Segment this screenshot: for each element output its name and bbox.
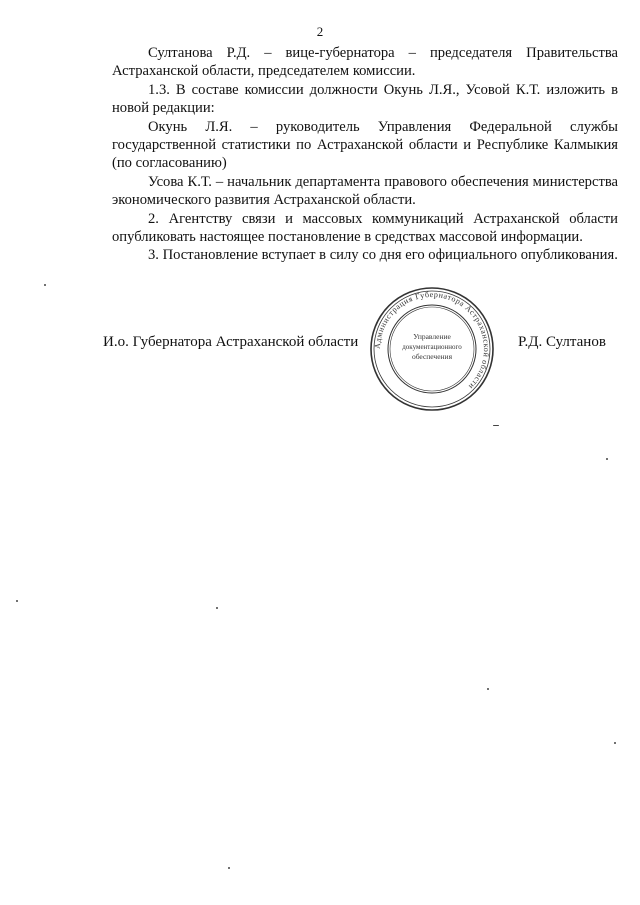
signatory-title: И.о. Губернатора Астраханской области (103, 334, 359, 350)
scan-speck (216, 607, 218, 609)
paragraph-chairman: Султанова Р.Д. – вице-губернатора – председателя Правительства Астраханской области, председателем комиссии. (112, 45, 618, 80)
official-seal (368, 285, 496, 413)
scan-speck (228, 867, 230, 869)
paragraph-okun: Окунь Л.Я. – руководитель Управления Федеральной службы государственной статистики по Астраханской области и Республике Калмыкия (по согласованию) (112, 118, 618, 172)
paragraph-1-3: 1.3. В составе комиссии должности Окунь Л.Я., Усовой К.Т. изложить в новой редакции: (112, 81, 618, 117)
paragraph-3: 3. Постановление вступает в силу со дня его официального опубликования. (148, 247, 618, 264)
seal-line-1: Управление (413, 332, 451, 341)
document-body (112, 44, 618, 265)
scan-speck (487, 688, 489, 690)
scan-speck (493, 425, 499, 426)
scan-speck (614, 742, 616, 744)
paragraph-usova: Усова К.Т. – начальник департамента правового обеспечения министерства экономического развития Астраханской области. (112, 173, 618, 209)
scan-speck (16, 600, 18, 602)
seal-line-2: документационного (402, 343, 462, 351)
seal-stamp-icon (368, 285, 496, 413)
scan-speck (606, 458, 608, 460)
paragraph-2: 2. Агентству связи и массовых коммуникаций Астраханской области опубликовать настоящее постановление в средствах массовой информации. (112, 210, 618, 246)
signatory-name: Р.Д. Султанов (518, 334, 606, 350)
scan-speck (44, 284, 46, 286)
seal-line-3: обеспечения (411, 352, 453, 361)
page-number: 2 (316, 24, 324, 39)
seal-outer-text: Администрация Губернатора Астраханской области (372, 289, 492, 392)
